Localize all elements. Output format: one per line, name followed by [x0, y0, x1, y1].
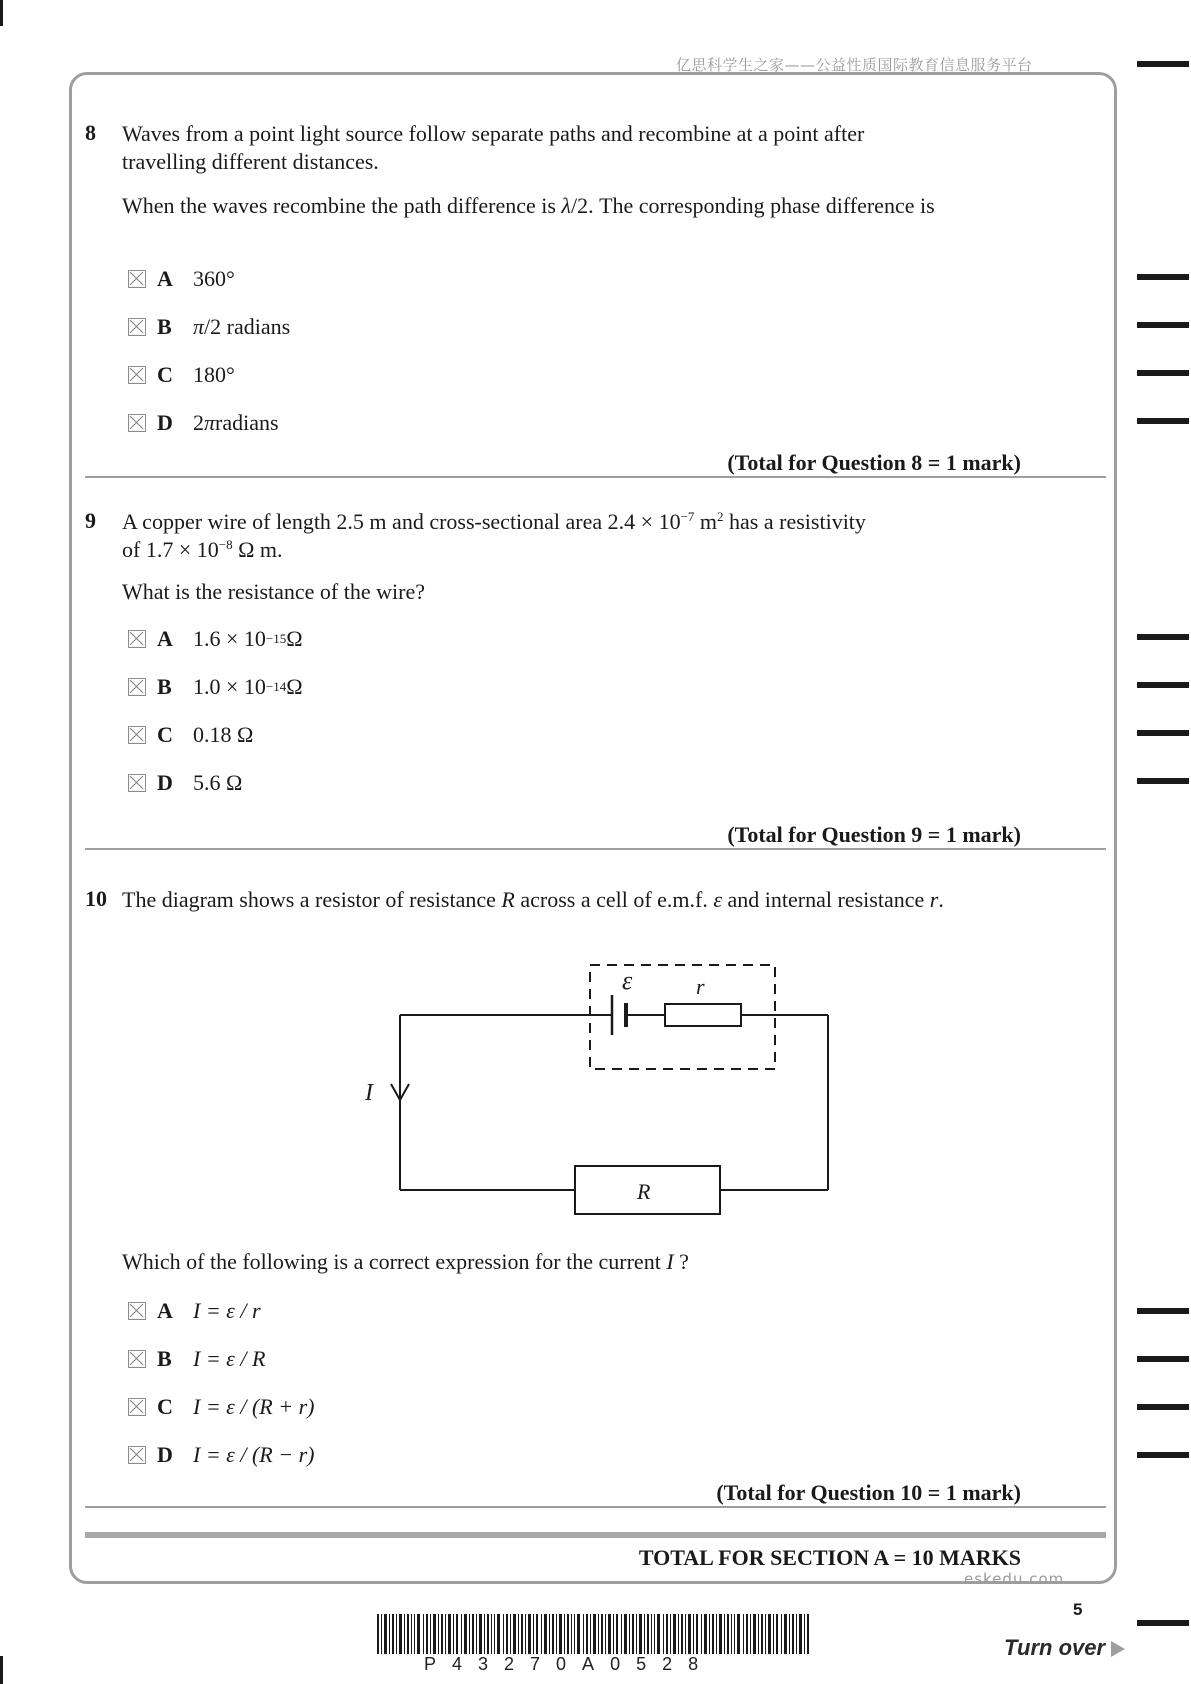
checkbox-icon	[128, 1350, 146, 1368]
option-text: 0.18 Ω	[193, 722, 254, 747]
option-letter: C	[157, 1394, 173, 1419]
answer-option-d[interactable]	[128, 768, 242, 798]
option-expression: I = ε / r	[193, 1298, 261, 1323]
answer-option-c[interactable]	[128, 720, 253, 750]
side-mark	[1137, 1404, 1189, 1410]
option-letter: A	[157, 626, 173, 651]
crop-mark-bottom-left	[0, 1656, 3, 1684]
option-letter: D	[157, 1442, 173, 1467]
text-segment: The diagram shows a resistor of resistance	[122, 887, 502, 912]
question-total: (Total for Question 10 = 1 mark)	[716, 1480, 1021, 1505]
answer-option-a[interactable]	[128, 264, 235, 294]
option-text: 5.6 Ω	[193, 770, 243, 795]
side-mark	[1137, 730, 1189, 736]
option-letter: A	[157, 266, 173, 291]
answer-option-d[interactable]	[128, 1440, 314, 1470]
internal-resistance-label: r	[696, 974, 705, 999]
answer-option-c[interactable]	[128, 360, 235, 390]
symbol-r: r	[929, 887, 939, 912]
side-mark	[1137, 418, 1189, 424]
side-mark	[1137, 778, 1189, 784]
checkbox-icon	[128, 1446, 146, 1464]
side-mark	[1137, 1620, 1189, 1626]
lambda-symbol: λ	[561, 193, 571, 218]
page-number: 5	[1073, 1600, 1083, 1619]
question-total: (Total for Question 8 = 1 mark)	[727, 450, 1021, 475]
divider	[85, 476, 1106, 478]
option-letter: B	[157, 674, 172, 699]
text-segment: across a cell of e.m.f.	[514, 887, 714, 912]
current-label: I	[365, 1080, 373, 1106]
option-text: 1.6 × 10	[193, 626, 266, 651]
question-text	[122, 508, 952, 564]
cell-dashed-box	[590, 965, 775, 1069]
checkbox-icon	[128, 630, 146, 648]
section-divider	[85, 1532, 1106, 1538]
symbol-R: R	[501, 887, 515, 912]
option-letter: B	[157, 1346, 172, 1371]
answer-option-a[interactable]	[128, 1296, 261, 1326]
checkbox-icon	[128, 726, 146, 744]
question-number: 8	[85, 120, 96, 145]
pi-symbol: π	[204, 410, 216, 435]
checkbox-icon	[128, 318, 146, 336]
question-text: What is the resistance of the wire?	[122, 579, 425, 604]
header-watermark: 亿思科学生之家——公益性质国际教育信息服务平台	[676, 56, 1033, 74]
text-segment: /2. The corresponding phase difference is	[570, 193, 935, 218]
symbol-emf: ε	[713, 887, 723, 912]
divider	[85, 1506, 1106, 1508]
option-letter: B	[157, 314, 172, 339]
option-expression: I = ε / (R − r)	[193, 1442, 315, 1467]
circuit-diagram	[350, 955, 850, 1235]
emf-label: ε	[622, 966, 633, 995]
option-text: 1.0 × 10	[193, 674, 266, 699]
text-segment: .	[938, 887, 944, 912]
exponent: −8	[218, 537, 233, 552]
option-expression: I = ε / (R + r)	[193, 1394, 315, 1419]
barcode-image	[377, 1614, 811, 1654]
option-text: 360°	[193, 266, 235, 291]
text-segment: Which of the following is a correct expression for the current	[122, 1249, 667, 1274]
side-mark	[1137, 634, 1189, 640]
checkbox-icon	[128, 414, 146, 432]
text-segment: A copper wire of length 2.5 m and cross-sectional area 2.4 × 10	[122, 509, 681, 534]
option-expression: I = ε / R	[193, 1346, 266, 1371]
option-text: /2 radians	[204, 314, 291, 339]
turn-over-label: Turn over	[1004, 1635, 1106, 1660]
answer-option-a[interactable]: A 1.6 × 10 −15 Ω	[128, 624, 303, 654]
barcode-digits: P43270A0528	[424, 1654, 715, 1674]
option-unit: Ω	[286, 626, 303, 651]
question-number: 9	[85, 508, 96, 533]
text-segment: m	[694, 509, 718, 534]
question-total: (Total for Question 9 = 1 mark)	[727, 822, 1021, 847]
pi-symbol: π	[193, 314, 205, 339]
answer-option-b[interactable]	[128, 1344, 265, 1374]
symbol-I: I	[666, 1249, 674, 1274]
side-mark	[1137, 61, 1189, 67]
question-text	[122, 886, 952, 914]
option-letter: C	[157, 722, 173, 747]
question-text	[122, 192, 952, 220]
checkbox-icon	[128, 1302, 146, 1320]
option-letter: A	[157, 1298, 173, 1323]
text-segment: ?	[673, 1249, 689, 1274]
exponent: 2	[717, 509, 724, 524]
text-segment: When the waves recombine the path difference is	[122, 193, 562, 218]
checkbox-icon	[128, 1398, 146, 1416]
answer-option-d[interactable]	[128, 408, 279, 438]
question-number: 10	[85, 886, 107, 911]
question-text	[122, 1248, 952, 1276]
option-text: radians	[215, 410, 279, 435]
option-letter: D	[157, 410, 173, 435]
option-prefix: 2	[193, 410, 204, 435]
checkbox-icon	[128, 678, 146, 696]
option-letter: D	[157, 770, 173, 795]
resistance-label: R	[637, 1179, 651, 1204]
question-text: Waves from a point light source follow separate paths and recombine at a point after travelling different distances.	[122, 121, 865, 174]
text-segment: has a resistivity	[723, 509, 866, 534]
play-arrow-icon	[1110, 1640, 1126, 1658]
option-letter: C	[157, 362, 173, 387]
side-mark	[1137, 370, 1189, 376]
answer-option-c[interactable]	[128, 1392, 314, 1422]
internal-resistor	[665, 1004, 741, 1026]
text-segment: and internal resistance	[722, 887, 930, 912]
text-segment: of 1.7 × 10	[122, 537, 219, 562]
side-mark	[1137, 274, 1189, 280]
checkbox-icon	[128, 270, 146, 288]
answer-option-b[interactable]	[128, 312, 290, 342]
text-segment: Ω m.	[232, 537, 283, 562]
side-mark	[1137, 322, 1189, 328]
option-unit: Ω	[286, 674, 303, 699]
divider	[85, 848, 1106, 850]
exponent: −7	[680, 509, 695, 524]
crop-mark-top-left	[0, 0, 3, 26]
checkbox-icon	[128, 774, 146, 792]
checkbox-icon	[128, 366, 146, 384]
section-total: TOTAL FOR SECTION A = 10 MARKS	[638, 1545, 1021, 1570]
answer-option-b[interactable]: B 1.0 × 10 −14 Ω	[128, 672, 303, 702]
side-mark	[1137, 1356, 1189, 1362]
option-text: 180°	[193, 362, 235, 387]
side-mark	[1137, 682, 1189, 688]
side-mark	[1137, 1308, 1189, 1314]
footer-watermark: eskedu.com	[964, 1570, 1065, 1588]
side-mark	[1137, 1452, 1189, 1458]
